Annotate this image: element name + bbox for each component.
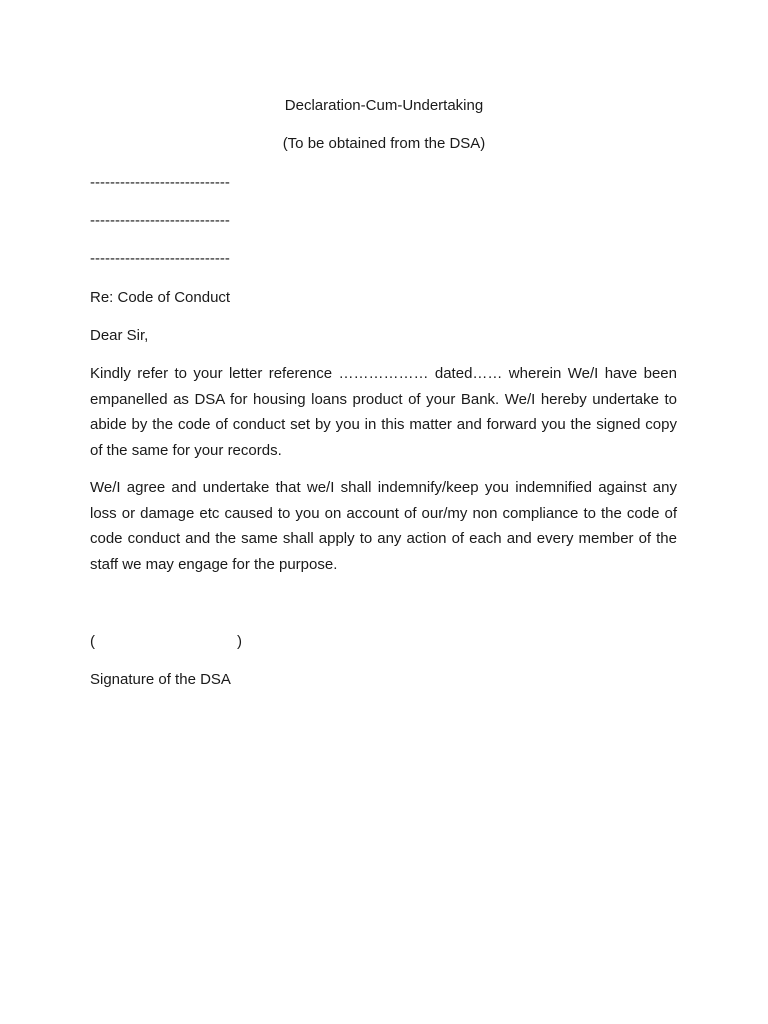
signature-label: Signature of the DSA <box>90 671 231 688</box>
address-line-2: ---------------------------- <box>90 212 230 229</box>
address-line-1: ---------------------------- <box>90 174 230 191</box>
document-title: Declaration-Cum-Undertaking <box>284 97 484 114</box>
address-line-3: ---------------------------- <box>90 250 230 267</box>
subject-line: Re: Code of Conduct <box>90 289 231 306</box>
bracket-close: ) <box>237 633 242 650</box>
body-paragraph-2: We/I agree and undertake that we/I shall indemnify/keep you indemnified against any loss or damage etc caused to you on account of our/my non compliance to the code of code conduct and the same shall apply to any action of each and every member of the staff we may engage for the purpose. <box>90 479 677 573</box>
signature-name-bracket <box>90 629 242 654</box>
document-subtitle: (To be obtained from the DSA) <box>282 135 486 152</box>
salutation: Dear Sir, <box>90 327 149 344</box>
body-paragraph-1: Kindly refer to your letter reference ……………… dated…… wherein We/I have been empanelled as DSA for housing loans product of your Bank. We/I hereby undertake to abide by the code of conduct set by you in this matter and forward you the signed copy of the same for your records. <box>90 365 677 459</box>
bracket-open: ( <box>90 633 95 650</box>
